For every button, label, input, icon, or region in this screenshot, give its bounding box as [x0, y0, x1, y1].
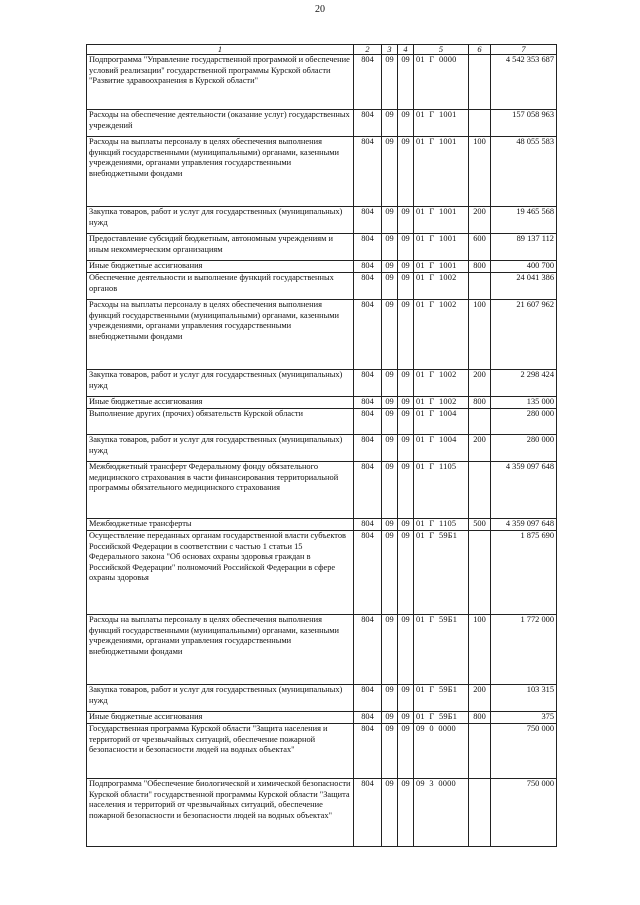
- row-pr-cell: 09: [398, 261, 414, 273]
- row-pr-cell: 09: [398, 531, 414, 615]
- row-grbs-cell: 804: [354, 685, 382, 712]
- row-grbs-cell: 804: [354, 724, 382, 779]
- column-number-row: [87, 45, 557, 55]
- row-sum-cell: 280 000: [491, 435, 557, 462]
- table-row: [87, 519, 557, 531]
- row-sum-cell: 400 700: [491, 261, 557, 273]
- column-header-vr: 6: [469, 45, 491, 55]
- row-vr-cell: 200: [469, 207, 491, 234]
- row-rz-cell: 09: [382, 370, 398, 397]
- row-csr-cell: 01 Г 1004: [414, 435, 469, 462]
- row-rz-cell: 09: [382, 779, 398, 847]
- column-header-sum: 7: [491, 45, 557, 55]
- row-name-cell: Расходы на обеспечение деятельности (оказание услуг) государственных учреждений: [87, 110, 354, 137]
- row-grbs-cell: 804: [354, 409, 382, 435]
- row-rz-cell: 09: [382, 685, 398, 712]
- table-row: [87, 137, 557, 207]
- table-row: [87, 207, 557, 234]
- row-pr-cell: 09: [398, 300, 414, 370]
- row-csr-cell: 01 Г 1002: [414, 300, 469, 370]
- row-csr-cell: 09 3 0000: [414, 779, 469, 847]
- row-vr-cell: 500: [469, 519, 491, 531]
- row-rz-cell: 09: [382, 435, 398, 462]
- row-rz-cell: 09: [382, 712, 398, 724]
- table-row: [87, 273, 557, 300]
- row-rz-cell: 09: [382, 519, 398, 531]
- row-grbs-cell: 804: [354, 397, 382, 409]
- row-vr-cell: 200: [469, 370, 491, 397]
- row-name-cell: Закупка товаров, работ и услуг для государственных (муниципальных) нужд: [87, 207, 354, 234]
- row-pr-cell: 09: [398, 519, 414, 531]
- table-row: [87, 685, 557, 712]
- row-pr-cell: 09: [398, 462, 414, 519]
- row-name-cell: Межбюджетный трансферт Федеральному фонду обязательного медицинского страхования в части финансирования территориальной программы обязательного медицинского страхования: [87, 462, 354, 519]
- row-rz-cell: 09: [382, 137, 398, 207]
- table-row: [87, 110, 557, 137]
- row-rz-cell: 09: [382, 462, 398, 519]
- row-name-cell: Расходы на выплаты персоналу в целях обеспечения выполнения функций государственными (муниципальными) органами, казенными учреждениями, органами управления государственными внебюджетными фондами: [87, 615, 354, 685]
- row-sum-cell: 19 465 568: [491, 207, 557, 234]
- row-vr-cell: 800: [469, 712, 491, 724]
- row-sum-cell: 157 058 963: [491, 110, 557, 137]
- row-name-cell: Подпрограмма "Управление государственной программой и обеспечение условий реализации" государственной программы Курской области "Развитие здравоохранения в Курской области": [87, 55, 354, 110]
- row-csr-cell: 01 Г 1001: [414, 207, 469, 234]
- row-pr-cell: 09: [398, 712, 414, 724]
- column-header-grbs: 2: [354, 45, 382, 55]
- row-pr-cell: 09: [398, 435, 414, 462]
- row-grbs-cell: 804: [354, 531, 382, 615]
- row-csr-cell: 01 Г 1002: [414, 273, 469, 300]
- row-csr-cell: 01 Г 59Б1: [414, 685, 469, 712]
- row-vr-cell: 600: [469, 234, 491, 261]
- column-header-name: 1: [87, 45, 354, 55]
- row-rz-cell: 09: [382, 409, 398, 435]
- row-pr-cell: 09: [398, 724, 414, 779]
- row-vr-cell: 200: [469, 435, 491, 462]
- row-pr-cell: 09: [398, 685, 414, 712]
- row-sum-cell: 48 055 583: [491, 137, 557, 207]
- row-pr-cell: 09: [398, 397, 414, 409]
- row-sum-cell: 1 772 000: [491, 615, 557, 685]
- row-sum-cell: 1 875 690: [491, 531, 557, 615]
- row-grbs-cell: 804: [354, 110, 382, 137]
- row-grbs-cell: 804: [354, 615, 382, 685]
- row-csr-cell: 01 Г 59Б1: [414, 615, 469, 685]
- row-sum-cell: 89 137 112: [491, 234, 557, 261]
- row-name-cell: Выполнение других (прочих) обязательств Курской области: [87, 409, 354, 435]
- row-vr-cell: [469, 531, 491, 615]
- row-name-cell: Осуществление переданных органам государственной власти субъектов Российской Федерации в соответствии с частью 1 статьи 15 Федерального закона "Об основах охраны здоровья граждан в Российской Федерации" полномочий Российской Федерации в сфере охраны здоровья: [87, 531, 354, 615]
- row-sum-cell: 280 000: [491, 409, 557, 435]
- row-name-cell: Иные бюджетные ассигнования: [87, 261, 354, 273]
- row-vr-cell: 800: [469, 261, 491, 273]
- row-name-cell: Иные бюджетные ассигнования: [87, 712, 354, 724]
- row-vr-cell: 100: [469, 300, 491, 370]
- row-csr-cell: 01 Г 1001: [414, 110, 469, 137]
- row-grbs-cell: 804: [354, 137, 382, 207]
- row-sum-cell: 2 298 424: [491, 370, 557, 397]
- row-sum-cell: 750 000: [491, 779, 557, 847]
- row-grbs-cell: 804: [354, 435, 382, 462]
- row-name-cell: Подпрограмма "Обеспечение биологической и химической безопасности Курской области" государственной программы Курской области "Защита населения и территорий от чрезвычайных ситуаций, обеспечение пожарной безопасности и безопасности людей на водных объектах": [87, 779, 354, 847]
- row-sum-cell: 135 000: [491, 397, 557, 409]
- row-grbs-cell: 804: [354, 273, 382, 300]
- table-row: [87, 615, 557, 685]
- row-pr-cell: 09: [398, 55, 414, 110]
- row-name-cell: Расходы на выплаты персоналу в целях обеспечения выполнения функций государственными (муниципальными) органами, казенными учреждениями, органами управления государственными внебюджетными фондами: [87, 137, 354, 207]
- row-vr-cell: 100: [469, 137, 491, 207]
- row-vr-cell: [469, 55, 491, 110]
- row-sum-cell: 4 542 353 687: [491, 55, 557, 110]
- table-row: [87, 55, 557, 110]
- row-grbs-cell: 804: [354, 462, 382, 519]
- row-grbs-cell: 804: [354, 370, 382, 397]
- row-grbs-cell: 804: [354, 261, 382, 273]
- row-pr-cell: 09: [398, 207, 414, 234]
- row-csr-cell: 01 Г 1002: [414, 370, 469, 397]
- row-csr-cell: 01 Г 59Б1: [414, 531, 469, 615]
- row-grbs-cell: 804: [354, 712, 382, 724]
- row-sum-cell: 375: [491, 712, 557, 724]
- table-row: [87, 462, 557, 519]
- budget-table: [86, 44, 557, 847]
- row-grbs-cell: 804: [354, 779, 382, 847]
- row-vr-cell: [469, 110, 491, 137]
- row-name-cell: Закупка товаров, работ и услуг для государственных (муниципальных) нужд: [87, 685, 354, 712]
- row-sum-cell: 21 607 962: [491, 300, 557, 370]
- row-csr-cell: 01 Г 1004: [414, 409, 469, 435]
- row-rz-cell: 09: [382, 261, 398, 273]
- row-pr-cell: 09: [398, 409, 414, 435]
- row-vr-cell: [469, 409, 491, 435]
- row-rz-cell: 09: [382, 273, 398, 300]
- table-row: [87, 435, 557, 462]
- row-rz-cell: 09: [382, 207, 398, 234]
- row-csr-cell: 01 Г 1105: [414, 519, 469, 531]
- row-csr-cell: 01 Г 59Б1: [414, 712, 469, 724]
- row-grbs-cell: 804: [354, 234, 382, 261]
- column-header-csr: 5: [414, 45, 469, 55]
- row-sum-cell: 24 041 386: [491, 273, 557, 300]
- row-csr-cell: 01 Г 0000: [414, 55, 469, 110]
- row-sum-cell: 103 315: [491, 685, 557, 712]
- table-body: [87, 55, 557, 847]
- row-vr-cell: 800: [469, 397, 491, 409]
- row-name-cell: Иные бюджетные ассигнования: [87, 397, 354, 409]
- row-vr-cell: [469, 273, 491, 300]
- row-vr-cell: 100: [469, 615, 491, 685]
- row-rz-cell: 09: [382, 234, 398, 261]
- row-name-cell: Предоставление субсидий бюджетным, автономным учреждениям и иным некоммерческим организациям: [87, 234, 354, 261]
- row-name-cell: Обеспечение деятельности и выполнение функций государственных органов: [87, 273, 354, 300]
- row-csr-cell: 01 Г 1105: [414, 462, 469, 519]
- row-pr-cell: 09: [398, 234, 414, 261]
- row-grbs-cell: 804: [354, 519, 382, 531]
- row-grbs-cell: 804: [354, 207, 382, 234]
- row-rz-cell: 09: [382, 110, 398, 137]
- table-row: [87, 531, 557, 615]
- row-rz-cell: 09: [382, 615, 398, 685]
- row-name-cell: Государственная программа Курской области "Защита населения и территорий от чрезвычайных ситуаций, обеспечение пожарной безопасности и безопасности людей на водных объектах": [87, 724, 354, 779]
- row-name-cell: Межбюджетные трансферты: [87, 519, 354, 531]
- table-row: [87, 779, 557, 847]
- row-sum-cell: 750 000: [491, 724, 557, 779]
- row-rz-cell: 09: [382, 531, 398, 615]
- row-vr-cell: 200: [469, 685, 491, 712]
- row-pr-cell: 09: [398, 615, 414, 685]
- row-rz-cell: 09: [382, 397, 398, 409]
- row-csr-cell: 09 0 0000: [414, 724, 469, 779]
- row-pr-cell: 09: [398, 370, 414, 397]
- page-number: 20: [315, 4, 325, 15]
- table-row: [87, 300, 557, 370]
- row-name-cell: Расходы на выплаты персоналу в целях обеспечения выполнения функций государственными (муниципальными) органами, казенными учреждениями, органами управления государственными внебюджетными фондами: [87, 300, 354, 370]
- table-row: [87, 397, 557, 409]
- row-sum-cell: 4 359 097 648: [491, 519, 557, 531]
- table-row: [87, 712, 557, 724]
- row-pr-cell: 09: [398, 273, 414, 300]
- table-row: [87, 261, 557, 273]
- row-name-cell: Закупка товаров, работ и услуг для государственных (муниципальных) нужд: [87, 435, 354, 462]
- row-vr-cell: [469, 779, 491, 847]
- row-csr-cell: 01 Г 1001: [414, 137, 469, 207]
- row-vr-cell: [469, 462, 491, 519]
- table-row: [87, 370, 557, 397]
- row-sum-cell: 4 359 097 648: [491, 462, 557, 519]
- row-vr-cell: [469, 724, 491, 779]
- table-row: [87, 234, 557, 261]
- row-pr-cell: 09: [398, 137, 414, 207]
- row-grbs-cell: 804: [354, 55, 382, 110]
- table-row: [87, 409, 557, 435]
- row-pr-cell: 09: [398, 779, 414, 847]
- column-header-rz: 3: [382, 45, 398, 55]
- row-rz-cell: 09: [382, 55, 398, 110]
- row-grbs-cell: 804: [354, 300, 382, 370]
- table-row: [87, 724, 557, 779]
- row-rz-cell: 09: [382, 724, 398, 779]
- column-header-pr: 4: [398, 45, 414, 55]
- row-csr-cell: 01 Г 1002: [414, 397, 469, 409]
- row-rz-cell: 09: [382, 300, 398, 370]
- row-name-cell: Закупка товаров, работ и услуг для государственных (муниципальных) нужд: [87, 370, 354, 397]
- row-csr-cell: 01 Г 1001: [414, 261, 469, 273]
- row-csr-cell: 01 Г 1001: [414, 234, 469, 261]
- row-pr-cell: 09: [398, 110, 414, 137]
